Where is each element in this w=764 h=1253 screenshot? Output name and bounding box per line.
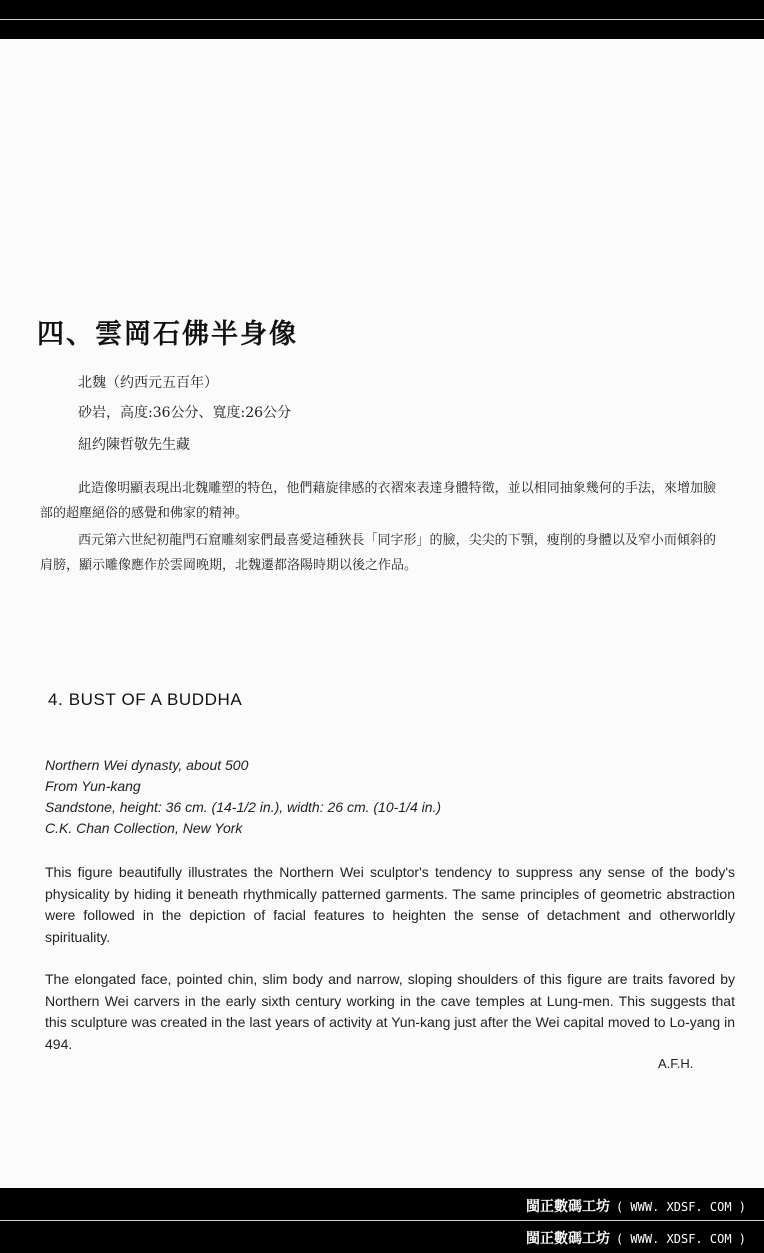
english-paragraph-1: This figure beautifully illustrates the Northern Wei sculptor's tendency to suppress any sense of the body's physicality by hiding it beneath rhythmically patterned garments. The same principles of geometric abstraction were followed in the depiction of facial features to heighten the sense of detachment and otherworldly spirituality.	[45, 864, 735, 945]
watermark-url: ( WWW. XDSF. COM )	[615, 1200, 746, 1214]
watermark-top	[526, 1196, 746, 1216]
watermark-url-2: ( WWW. XDSF. COM )	[615, 1232, 746, 1246]
chinese-paragraph-2: 西元第六世紀初龍門石窟雕刻家們最喜愛這種狹長「同字形」的臉，尖尖的下顎，瘦削的身體以及窄小而傾斜的肩膀，顯示雕像應作於雲岡晚期，北魏遷都洛陽時期以後之作品。	[40, 533, 716, 573]
bottom-bar-rule	[0, 1220, 764, 1221]
watermark-bottom	[526, 1228, 746, 1248]
english-meta-dynasty: Northern Wei dynasty, about 500	[45, 757, 249, 773]
english-title: 4. BUST OF A BUDDHA	[48, 690, 243, 709]
top-black-bar	[0, 0, 764, 39]
english-meta-material: Sandstone, height: 36 cm. (14-1/2 in.), width: 26 cm. (10-1/4 in.)	[45, 799, 442, 815]
watermark-name-2: 閩正數碼工坊	[525, 1231, 610, 1247]
english-meta-origin: From Yun-kang	[45, 778, 141, 794]
chinese-paragraph-1: 此造像明顯表現出北魏雕塑的特色，他們藉旋律感的衣褶來表達身體特徵，並以相同抽象幾何的手法，來增加臉部的超塵絕俗的感覺和佛家的精神。	[40, 481, 716, 521]
chinese-material: 砂岩，高度:36公分、寬度:26公分	[78, 405, 292, 421]
author-signature: A.F.H.	[658, 1056, 694, 1071]
watermark-name: 閩正數碼工坊	[525, 1199, 610, 1215]
top-bar-rule	[0, 19, 764, 20]
bottom-black-bar	[0, 1188, 764, 1253]
chinese-title: 四、雲岡石佛半身像	[37, 319, 298, 350]
chinese-dynasty: 北魏（约西元五百年）	[78, 375, 218, 391]
chinese-collection: 紐约陳哲敬先生藏	[78, 437, 190, 453]
english-paragraph-2: The elongated face, pointed chin, slim body and narrow, sloping shoulders of this figure are traits favored by Northern Wei carvers in the early sixth century working in the cave temples at Lung-men. This suggests that this sculpture was created in the last years of activity at Yun-kang just after the Wei capital moved to Lo-yang in 494.	[45, 971, 735, 1052]
english-meta-collection: C.K. Chan Collection, New York	[45, 820, 243, 836]
